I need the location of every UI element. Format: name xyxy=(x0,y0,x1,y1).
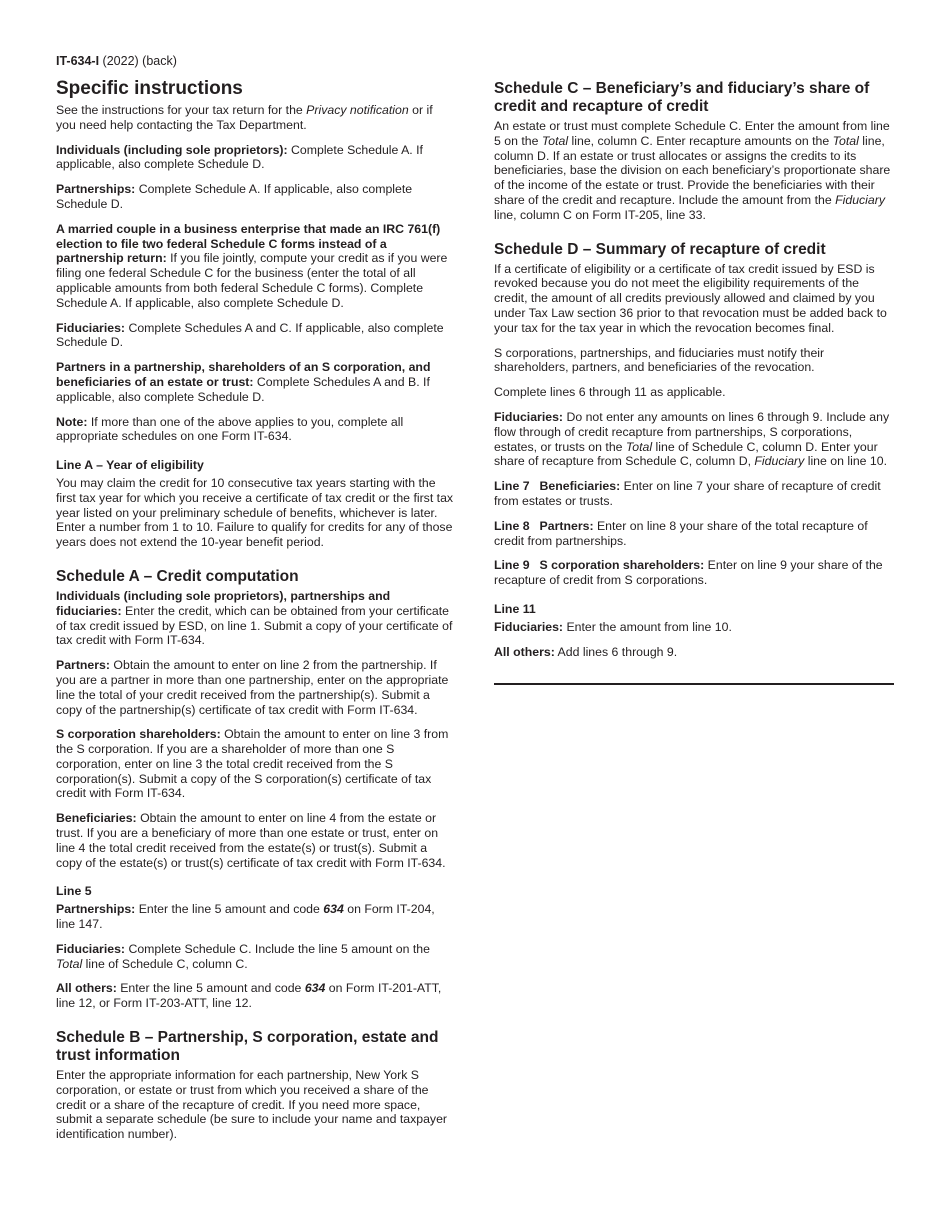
section-title: Specific instructions xyxy=(56,78,243,99)
schedule-d-fiduciaries: Fiduciaries: Do not enter any amounts on lines 6 through 9. Include any flow through of credit recapture from partnerships, S corporations, estates, or trusts on the Total line of Schedule C, column D. Enter your share of recapture from Schedule C, column D, Fiduciary line on line 10. xyxy=(494,409,890,469)
schedule-b-paragraph: Enter the appropriate information for each partnership, New York S corporation, or estate or trust from which you received a share of the credit or a share of the recapture of credit. If you need more space, submit a separate schedule (be sure to include your name and taxpayer identification number). xyxy=(56,1068,447,1142)
line-9-paragraph: Line 9 S corporation shareholders: Enter on line 9 your share of the recapture of credit from S corporations. xyxy=(494,558,883,588)
schedule-a-individuals: Individuals (including sole proprietors), partnerships and fiduciaries: Enter the credit, which can be obtained from your certificate of tax credit issued by ESD, on line 1. Submit a copy of your certificate of tax credit with Form IT-634. xyxy=(56,588,453,648)
schedule-c-heading: Schedule C – Beneficiary’s and fiduciary’s share of credit and recapture of credit xyxy=(494,80,870,115)
schedule-d-complete-lines: Complete lines 6 through 11 as applicable. xyxy=(494,385,726,400)
form-id: IT-634-I xyxy=(56,54,100,68)
line-5-heading: Line 5 xyxy=(56,884,92,899)
schedule-d-revocation: If a certificate of eligibility or a certificate of tax credit issued by ESD is revoked because you do not meet the eligibility requirements of the credit, the amount of all credits previously allowed and claimed by you under Tax Law section 36 prior to that revocation must be added back to your tax for the tax year in which the revocation becomes final. xyxy=(494,261,887,335)
line-11-heading: Line 11 xyxy=(494,601,536,616)
line-11-fiduciaries: Fiduciaries: Enter the amount from line 10. xyxy=(494,619,732,634)
schedule-c-paragraph: An estate or trust must complete Schedule C. Enter the amount from line 5 on the Total line, column C. Enter recapture amounts on the Total line, column D. If an estate or trust allocates or assigns the credits to its beneficiaries, base the division on each beneficiary’s proportionate share of the income of the estate or trust. Provide the beneficiaries with their share of the credit and recapture. Include the amount from the Fiduciary line, column C on Form IT-205, line 33. xyxy=(494,119,891,222)
right-column xyxy=(494,80,894,685)
individuals-paragraph: Individuals (including sole proprietors): Complete Schedule A. If applicable, also complete Schedule D. xyxy=(56,142,423,172)
married-couple-paragraph: A married couple in a business enterprise that made an IRC 761(f) election to file two federal Schedule C forms instead of a partnership return: If you file jointly, compute your credit as if you were filing one federal Schedule C for the business (enter the total of all applicable amounts from both federal Schedule C forms). Complete Schedule A. If applicable, also complete Schedule D. xyxy=(56,221,448,310)
line-11-all-others: All others: Add lines 6 through 9. xyxy=(494,644,678,659)
form-header xyxy=(56,54,177,68)
partners-paragraph: Partners in a partnership, shareholders of an S corporation, and beneficiaries of an estate or trust: Complete Schedules A and B. If applicable, also complete Schedule D. xyxy=(56,360,431,404)
schedule-a-s-corp: S corporation shareholders: Obtain the amount to enter on line 3 from the S corporation. If you are a shareholder of more than one S corporation, enter on line 3 the total credit received from the S corporation(s). Submit a copy of the S corporation(s) certificate of tax credit with Form IT-634. xyxy=(56,727,449,801)
line-8-paragraph: Line 8 Partners: Enter on line 8 your share of the total recapture of credit from partnerships. xyxy=(494,518,868,548)
line-5-fiduciaries: Fiduciaries: Complete Schedule C. Include the line 5 amount on the Total line of Schedule C, column C. xyxy=(56,941,430,971)
schedule-a-heading: Schedule A – Credit computation xyxy=(56,567,299,585)
line-a-paragraph: You may claim the credit for 10 consecutive tax years starting with the first tax year for which you receive a certificate of tax credit or the first tax year listed on your preliminary schedule of benefits, whichever is later. Enter a number from 1 to 10. Failure to qualify for credits for any of those years does not extend the 10-year benefit period. xyxy=(56,475,454,550)
note-paragraph: Note: If more than one of the above applies to you, complete all appropriate schedules on one Form IT-634. xyxy=(56,414,404,444)
left-column xyxy=(56,78,454,1152)
schedule-b-heading: Schedule B – Partnership, S corporation, estate and trust information xyxy=(56,1029,439,1065)
schedule-a-beneficiaries: Beneficiaries: Obtain the amount to enter on line 4 from the estate or trust. If you are a beneficiary of more than one estate or trust, enter on line 4 the total credit received from the estate(s) or trust(s). Submit a copy of the estate(s) or trust(s) certificate of tax credit with Form IT-634. xyxy=(56,811,446,870)
schedule-d-heading: Schedule D – Summary of recapture of credit xyxy=(494,240,826,258)
form-year: (2022) (back) xyxy=(99,54,177,68)
schedule-a-partners: Partners: Obtain the amount to enter on line 2 from the partnership. If you are a partner in more than one partnership, enter on the appropriate line the total of your credit received from the partnership(s). Submit a copy of the partnership(s) certificate of tax credit with Form IT-634. xyxy=(56,658,449,717)
fiduciaries-paragraph: Fiduciaries: Complete Schedules A and C. If applicable, also complete Schedule D. xyxy=(56,320,444,350)
partnerships-paragraph: Partnerships: Complete Schedule A. If applicable, also complete Schedule D. xyxy=(56,182,413,211)
line-a-heading: Line A – Year of eligibility xyxy=(56,458,204,473)
line-5-partnerships: Partnerships: Enter the line 5 amount and code 634 on Form IT-204, line 147. xyxy=(56,902,435,932)
intro-paragraph: See the instructions for your tax return for the Privacy notification or if you need help contacting the Tax Department. xyxy=(56,103,433,132)
end-rule xyxy=(494,683,894,685)
schedule-d-notify: S corporations, partnerships, and fiduciaries must notify their shareholders, partners, and beneficiaries of the revocation. xyxy=(494,345,825,375)
line-7-paragraph: Line 7 Beneficiaries: Enter on line 7 your share of recapture of credit from estates or trusts. xyxy=(494,479,881,508)
line-5-all-others: All others: Enter the line 5 amount and code 634 on Form IT-201-ATT, line 12, or Form IT-203-ATT, line 12. xyxy=(56,981,442,1011)
